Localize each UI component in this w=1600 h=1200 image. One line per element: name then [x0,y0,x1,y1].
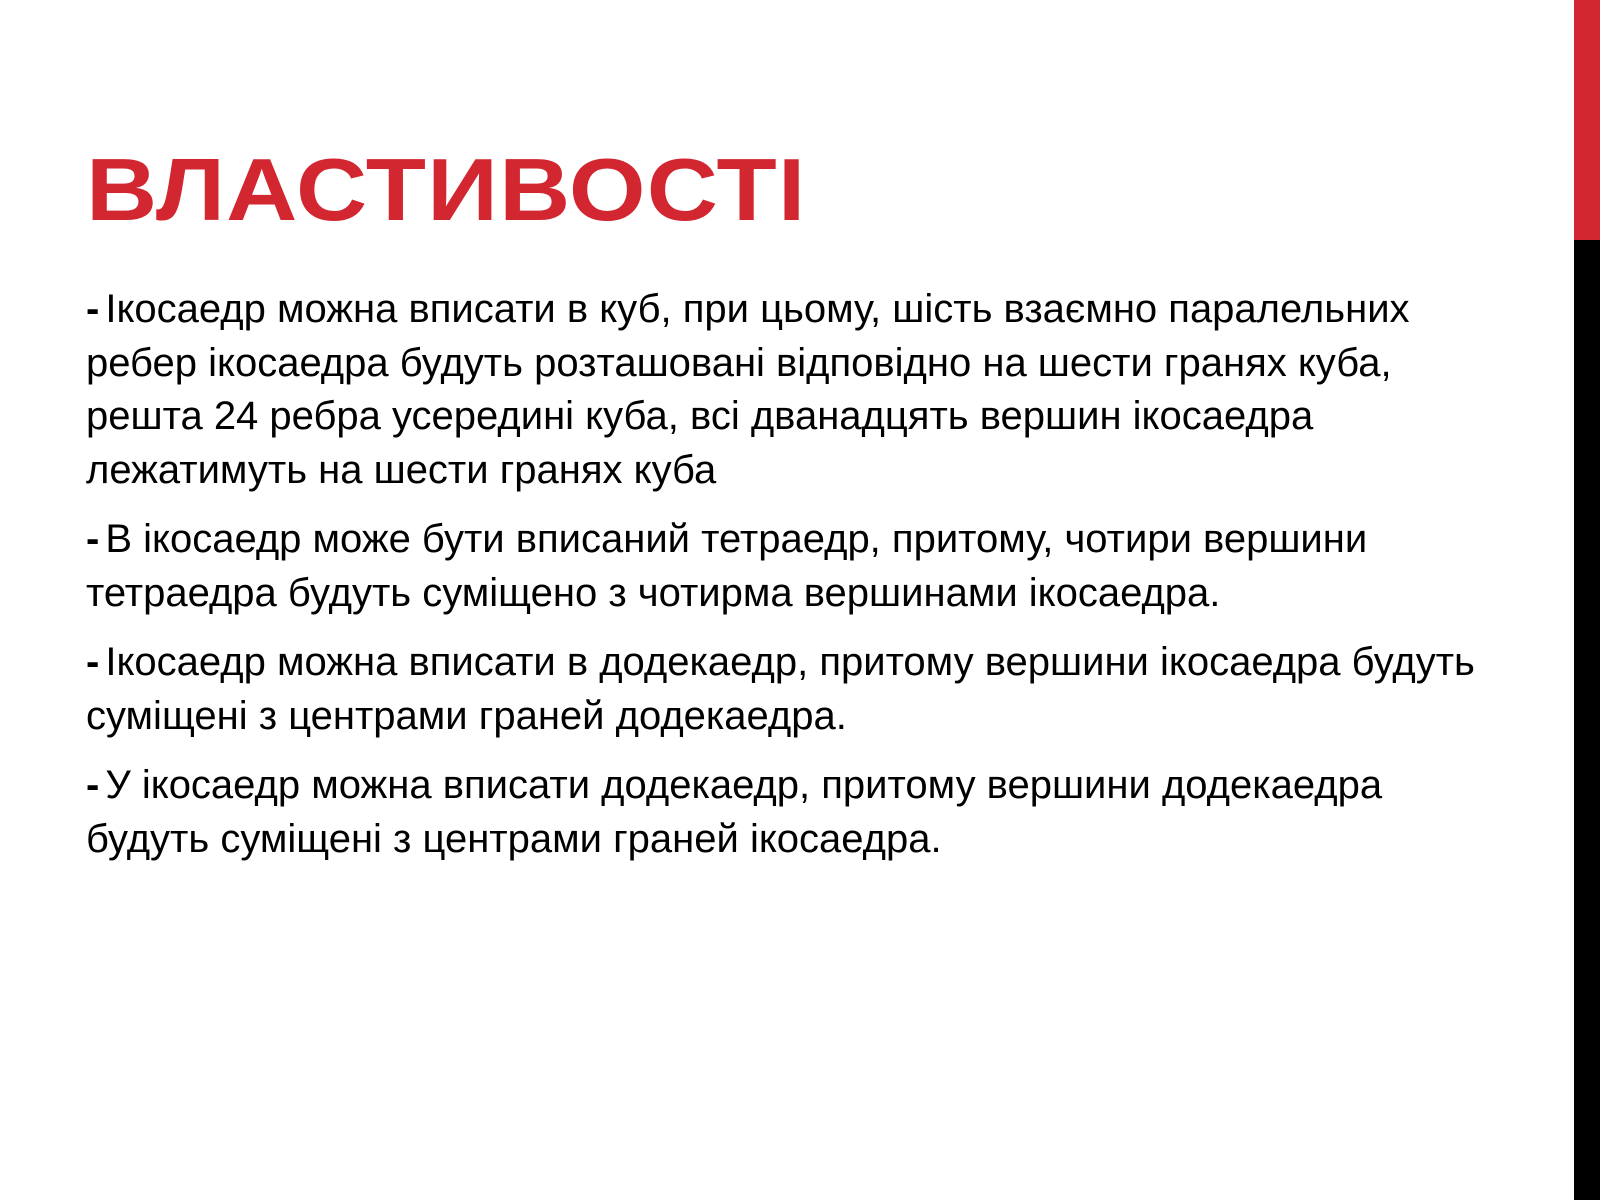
side-bar-decoration [1574,0,1600,1200]
bullet-text: В ікосаедр може бути вписаний тетраедр, притому, чотири вершини тетраедра будуть суміщено з чотирма вершинами ікосаедра. [86,517,1368,615]
bullet-list [86,283,1476,882]
bullet-marker: - [86,287,100,331]
bullet-item [86,283,1476,497]
bullet-item [86,759,1476,866]
bullet-text: Ікосаедр можна вписати в куб, при цьому, шість взаємно паралельних ребер ікосаедра будуть розташовані відповідно на шести гранях куба, решта 24 ребра усередині куба, всі дванадцять вершин ікосаедра лежатимуть на шести гранях куба [86,287,1410,492]
bullet-marker: - [86,517,100,561]
bullet-marker: - [86,763,100,807]
slide-title: ВЛАСТИВОСТІ [86,140,807,239]
side-bar-accent [1574,0,1600,240]
bullet-text: Ікосаедр можна вписати в додекаедр, притому вершини ікосаедра будуть суміщені з центрами граней додекаедра. [86,640,1475,738]
bullet-item [86,636,1476,743]
bullet-text: У ікосаедр можна вписати додекаедр, притому вершини додекаедра будуть суміщені з центрами граней ікосаедра. [86,763,1383,861]
bullet-marker: - [86,640,100,684]
bullet-item [86,513,1476,620]
